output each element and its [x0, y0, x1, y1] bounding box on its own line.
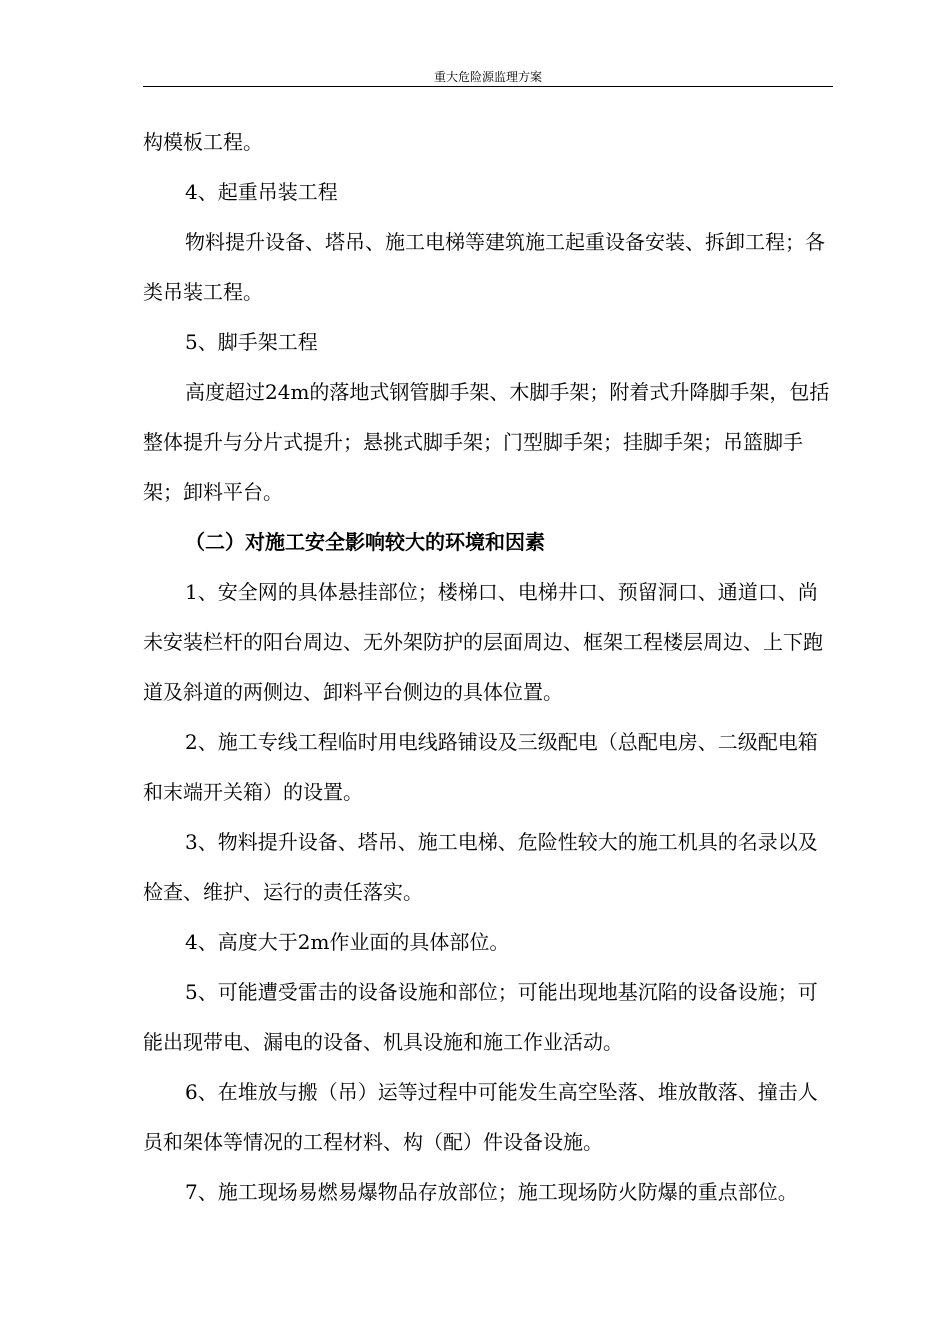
paragraph-item-3: 3、物料提升设备、塔吊、施工电梯、危险性较大的施工机具的名录以及检查、维护、运行的责任落实。	[143, 830, 818, 904]
item-heading-hoisting: 4、起重吊装工程	[185, 180, 338, 204]
paragraph-hoisting: 物料提升设备、塔吊、施工电梯等建筑施工起重设备安装、拆卸工程；各类吊装工程。	[143, 230, 825, 304]
section-heading: （二）对施工安全影响较大的环境和因素	[185, 530, 545, 554]
paragraph-scaffolding: 高度超过24m的落地式钢管脚手架、木脚手架；附着式升降脚手架，包括整体提升与分片式提升；悬挑式脚手架；门型脚手架；挂脚手架；吊篮脚手架；卸料平台。	[143, 380, 830, 504]
paragraph-item-2: 2、施工专线工程临时用电线路铺设及三级配电（总配电房、二级配电箱和末端开关箱）的设置。	[143, 730, 818, 804]
paragraph-continuation: 构模板工程。	[143, 130, 263, 154]
document-body	[143, 117, 833, 1217]
page-header: 重大危险源监理方案	[143, 68, 833, 87]
paragraph-item-5: 5、可能遭受雷击的设备设施和部位；可能出现地基沉陷的设备设施；可能出现带电、漏电的设备、机具设施和施工作业活动。	[143, 980, 818, 1054]
paragraph-item-6: 6、在堆放与搬（吊）运等过程中可能发生高空坠落、堆放散落、撞击人员和架体等情况的工程材料、构（配）件设备设施。	[143, 1080, 818, 1154]
paragraph-item-1: 1、安全网的具体悬挂部位；楼梯口、电梯井口、预留洞口、通道口、尚未安装栏杆的阳台周边、无外架防护的层面周边、框架工程楼层周边、上下跑道及斜道的两侧边、卸料平台侧边的具体位置。	[143, 580, 823, 704]
paragraph-item-7: 7、施工现场易燃易爆物品存放部位；施工现场防火防爆的重点部位。	[185, 1180, 798, 1204]
item-heading-scaffolding: 5、脚手架工程	[185, 330, 318, 354]
paragraph-item-4: 4、高度大于2m作业面的具体部位。	[185, 930, 510, 954]
